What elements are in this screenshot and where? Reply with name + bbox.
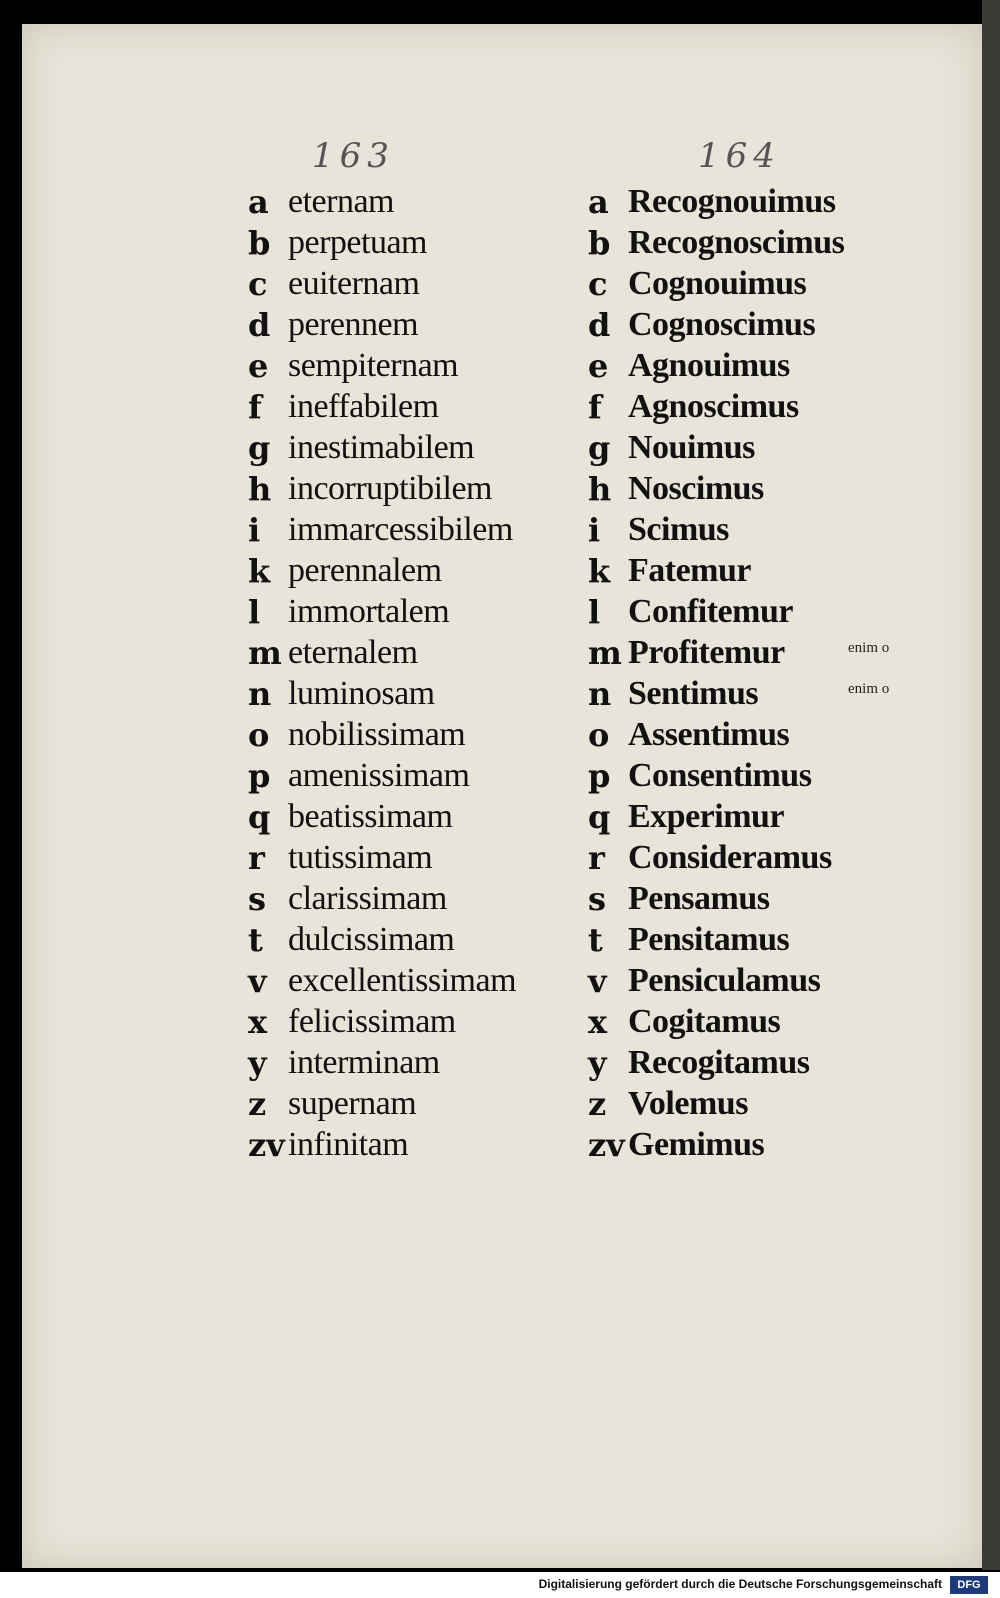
row-word: eternam [288,183,394,220]
word-row [588,508,844,549]
word-row [248,426,516,467]
row-letter: f [588,388,602,426]
word-row [248,262,516,303]
row-letter: s [248,880,267,918]
word-row [248,590,516,631]
row-word: eternalem [288,634,418,671]
row-word: amenissimam [288,757,470,794]
word-row [588,836,844,877]
row-word: perpetuam [288,224,427,261]
word-row [248,1041,516,1082]
word-row [588,1123,844,1164]
row-letter: y [588,1044,607,1082]
word-row [248,180,516,221]
row-word: perennalem [288,552,442,589]
row-letter: r [248,839,265,877]
word-row [248,508,516,549]
row-letter: k [248,552,271,590]
row-letter: b [588,224,611,262]
row-letter: h [588,470,612,508]
word-row [588,918,844,959]
row-word: Consideramus [628,839,832,876]
folio-number-left: 163 [312,136,395,176]
row-letter: g [588,429,611,467]
word-row [248,303,516,344]
row-letter: z [248,1085,267,1123]
word-row [248,672,516,713]
row-letter: b [248,224,271,262]
word-row [248,836,516,877]
word-row [248,713,516,754]
row-word: supernam [288,1085,417,1122]
funding-credit: Digitalisierung gefördert durch die Deutsche Forschungsgemeinschaft [538,1577,942,1591]
word-row [588,303,844,344]
row-word: Cognouimus [628,265,807,302]
row-word: euiternam [288,265,420,302]
word-row [248,385,516,426]
row-word: Agnouimus [628,347,790,384]
word-row [248,795,516,836]
row-word: infinitam [288,1126,409,1163]
row-word: Scimus [628,511,729,548]
row-letter: r [588,839,605,877]
word-row [248,467,516,508]
row-letter: e [588,347,609,385]
word-row [588,344,844,385]
row-letter: q [248,798,271,836]
row-letter: a [588,183,609,221]
word-row [588,795,844,836]
row-word: inestimabilem [288,429,475,466]
row-letter: q [588,798,611,836]
dfg-logo: DFG [950,1576,988,1594]
row-letter: p [248,757,271,795]
scanner-edge [982,0,1000,1570]
word-row [588,1041,844,1082]
word-row [588,959,844,1000]
row-word: Pensamus [628,880,770,917]
word-row [248,221,516,262]
row-word: tutissimam [288,839,433,876]
word-row [248,959,516,1000]
row-letter: c [588,265,608,303]
row-letter: v [248,962,267,1000]
word-row [588,1082,844,1123]
row-word: Cognoscimus [628,306,816,343]
word-row [248,549,516,590]
row-word: ineffabilem [288,388,439,425]
row-word: Agnoscimus [628,388,799,425]
footer-bar [0,1572,1000,1598]
row-word: beatissimam [288,798,453,835]
word-row [588,180,844,221]
word-row [588,467,844,508]
row-word: immarcessibilem [288,511,513,548]
right-word-column [588,180,844,1164]
row-letter: e [248,347,269,385]
word-row [248,631,516,672]
row-word: excellentissimam [288,962,517,999]
row-word: Volemus [628,1085,748,1122]
row-letter: p [588,757,611,795]
row-word: luminosam [288,675,435,712]
row-letter: x [248,1003,268,1041]
row-letter: z [588,1085,607,1123]
word-row [588,754,844,795]
word-row [588,631,844,672]
row-word: Nouimus [628,429,755,466]
row-letter: d [248,306,271,344]
word-row [588,221,844,262]
left-word-column [248,180,516,1164]
row-letter: m [248,634,282,672]
folio-number-right: 164 [698,136,781,176]
row-word: Sentimus [628,675,759,712]
word-row [248,877,516,918]
row-word: Gemimus [628,1126,765,1163]
row-letter: n [248,675,272,713]
row-letter: zv [248,1126,285,1164]
word-row [588,877,844,918]
row-word: Pensiculamus [628,962,821,999]
word-row [588,713,844,754]
word-row [588,1000,844,1041]
word-row [588,672,844,713]
row-word: Consentimus [628,757,812,794]
row-word: Cogitamus [628,1003,781,1040]
row-word: Fatemur [628,552,752,589]
margin-note-m: enim o [848,640,890,656]
word-row [248,1000,516,1041]
row-letter: a [248,183,269,221]
row-word: felicissimam [288,1003,456,1040]
row-letter: o [588,716,610,754]
row-letter: g [248,429,271,467]
row-letter: k [588,552,611,590]
row-word: Noscimus [628,470,764,507]
row-letter: l [588,593,601,631]
row-letter: h [248,470,272,508]
row-letter: v [588,962,607,1000]
row-letter: f [248,388,262,426]
row-word: Assentimus [628,716,790,753]
row-word: interminam [288,1044,440,1081]
row-word: nobilissimam [288,716,466,753]
row-word: Pensitamus [628,921,790,958]
word-row [248,918,516,959]
row-word: incorruptibilem [288,470,493,507]
row-letter: o [248,716,270,754]
row-letter: t [248,921,263,959]
row-letter: x [588,1003,608,1041]
row-letter: i [248,511,261,549]
row-letter: d [588,306,611,344]
word-row [248,344,516,385]
row-word: Experimur [628,798,785,835]
row-letter: zv [588,1126,625,1164]
row-letter: t [588,921,603,959]
word-row [248,1082,516,1123]
row-word: sempiternam [288,347,459,384]
row-word: Recogitamus [628,1044,810,1081]
word-row [248,754,516,795]
row-letter: i [588,511,601,549]
row-letter: m [588,634,622,672]
row-word: Recognouimus [628,183,836,220]
row-word: perennem [288,306,419,343]
row-word: dulcissimam [288,921,455,958]
row-word: Confitemur [628,593,793,630]
word-row [588,549,844,590]
row-letter: n [588,675,612,713]
row-word: immortalem [288,593,450,630]
word-row [588,385,844,426]
margin-note-n: enim o [848,681,890,697]
row-letter: c [248,265,268,303]
word-row [588,426,844,467]
row-word: Profitemur [628,634,785,671]
word-row [588,590,844,631]
word-row [248,1123,516,1164]
row-letter: s [588,880,607,918]
row-letter: y [248,1044,267,1082]
row-letter: l [248,593,261,631]
row-word: clarissimam [288,880,447,917]
row-word: Recognoscimus [628,224,845,261]
word-row [588,262,844,303]
